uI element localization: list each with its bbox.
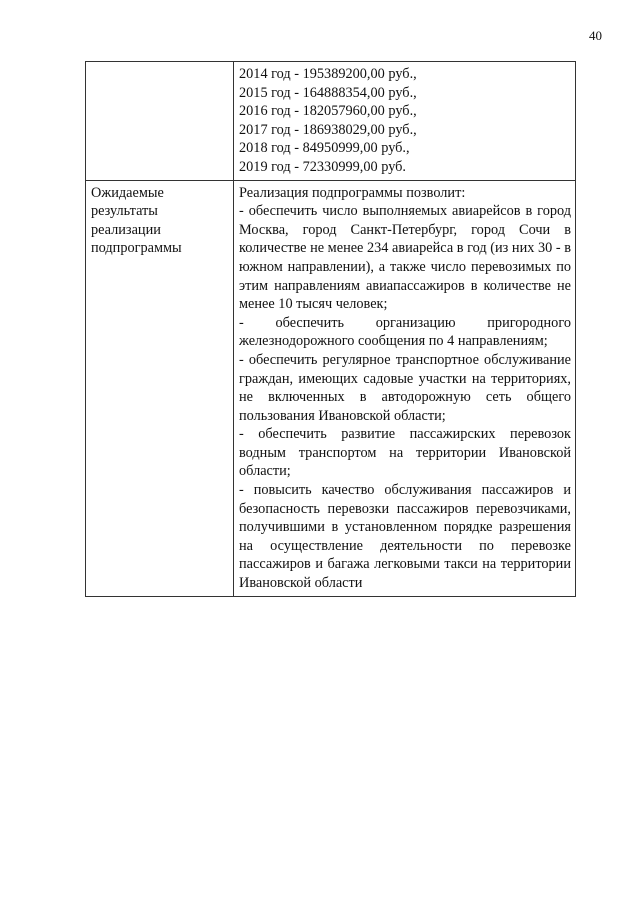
row-label-line: результаты [91, 203, 158, 220]
result-item: - повысить качество обслуживания пассажиров и безопасность перевозки пассажиров перевозчиками, получившими в установленном порядке разрешения на осуществление деятельности по перевозке пассажиров и багажа легковыми такси на территории Ивановской области [239, 482, 571, 592]
result-item: - обеспечить организацию пригородного железнодорожного сообщения по 4 направлениям; [239, 314, 571, 350]
page-number: 40 [589, 28, 602, 43]
funding-year-line: 2018 год - 84950999,00 руб., [239, 140, 410, 157]
funding-year-line: 2016 год - 182057960,00 руб., [239, 103, 417, 120]
table-row-expected-results [86, 180, 576, 596]
funding-year-line: 2017 год - 186938029,00 руб., [239, 121, 417, 138]
results-intro: Реализация подпрограммы позволит: [239, 184, 466, 201]
funding-label-cell [86, 62, 234, 181]
expected-results-label-cell [86, 180, 234, 596]
result-item: - обеспечить регулярное транспортное обслуживание граждан, имеющих садовые участки на территориях, не включенных в автодорожную сеть общего пользования Ивановской области; [239, 351, 571, 424]
subprogram-table [85, 61, 576, 597]
result-item: - обеспечить число выполняемых авиарейсов в город Москва, город Санкт-Петербург, город Сочи в количестве не менее 234 авиарейса в год (из них 30 - в южном направлении), а также число перевозимых по этим направлениям авиапассажиров в количестве не менее 10 тысяч человек; [239, 203, 571, 313]
row-label-line: реализации [91, 221, 161, 238]
expected-results-text-cell [234, 180, 576, 596]
funding-year-line: 2014 год - 195389200,00 руб., [239, 66, 417, 82]
table-row-funding [86, 62, 576, 181]
result-item: - обеспечить развитие пассажирских перевозок водным транспортом на территории Ивановской области; [239, 426, 571, 480]
funding-year-line: 2015 год - 164888354,00 руб., [239, 84, 417, 101]
funding-values-cell [234, 62, 576, 181]
funding-year-line: 2019 год - 72330999,00 руб. [239, 158, 406, 175]
row-label-line: Ожидаемые [91, 184, 164, 201]
row-label-line: подпрограммы [91, 240, 182, 257]
